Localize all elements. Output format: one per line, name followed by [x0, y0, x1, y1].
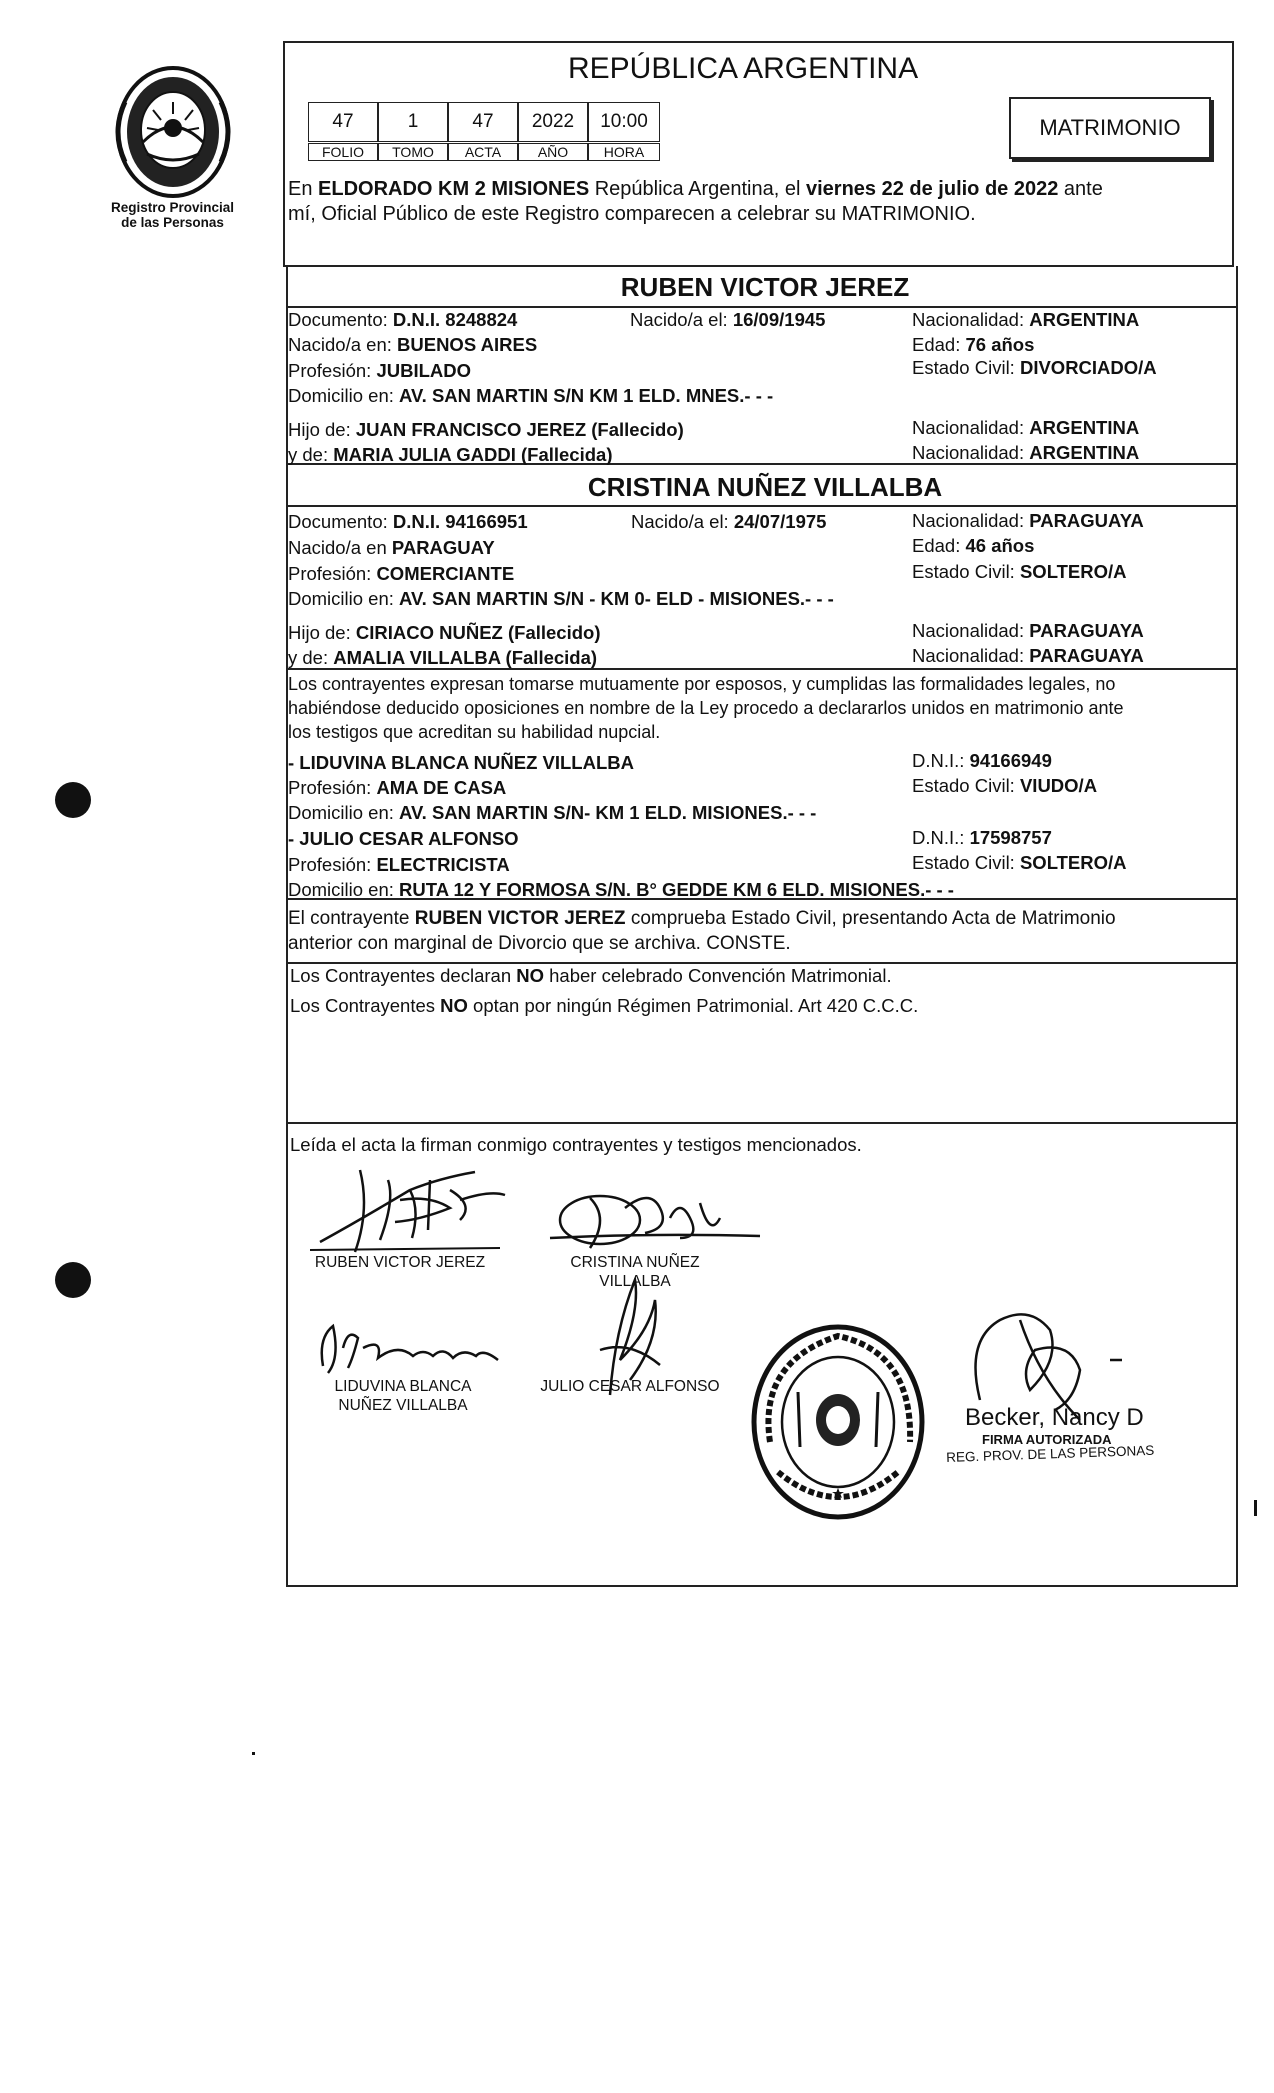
groom-civil-status: Estado Civil: DIVORCIADO/A — [912, 357, 1157, 378]
folio-label: FOLIO — [308, 143, 378, 161]
witness-2-name: - JULIO CESAR ALFONSO — [288, 828, 519, 849]
bride-mother: y de: AMALIA VILLALBA (Fallecida) — [288, 647, 598, 668]
witness-2-profession: Profesión: ELECTRICISTA — [288, 854, 510, 875]
frame-top — [283, 41, 1234, 43]
scan-mark-2 — [252, 1752, 255, 1755]
witness-1-name: - LIDUVINA BLANCA NUÑEZ VILLALBA — [288, 752, 634, 773]
groom-signature-caption: RUBEN VICTOR JEREZ — [314, 1254, 486, 1271]
witness-1-signature — [308, 1318, 508, 1378]
provincial-logo — [103, 62, 243, 202]
scan-mark — [1254, 1500, 1257, 1516]
bride-birthdate: Nacido/a el: 24/07/1975 — [631, 511, 827, 532]
bride-document: Documento: D.N.I. 94166951 — [288, 511, 528, 532]
divider-header — [283, 265, 1234, 267]
official-title: FIRMA AUTORIZADA — [982, 1432, 1112, 1447]
declaration-line-3: los testigos que acreditan su habilidad nupcial. — [288, 722, 661, 742]
witness-1-civil-status: Estado Civil: VIUDO/A — [912, 775, 1098, 796]
official-name: Becker, Nancy D — [965, 1404, 1144, 1431]
groom-mother: y de: MARIA JULIA GADDI (Fallecida) — [288, 444, 613, 465]
official-org: REG. PROV. DE LAS PERSONAS — [946, 1442, 1155, 1465]
intro-line-1: En ELDORADO KM 2 MISIONES República Argentina, el viernes 22 de julio de 2022 ante — [288, 178, 1103, 200]
bride-signature-caption-2: VILLALBA — [599, 1273, 671, 1290]
witness-2-dni: D.N.I.: 17598757 — [912, 827, 1052, 848]
bride-birthplace: Nacido/a en PARAGUAY — [288, 537, 495, 558]
intro-line-2: mí, Oficial Público de este Registro comparecen a celebrar su MATRIMONIO. — [288, 203, 976, 225]
civil-status-note-1: El contrayente RUBEN VICTOR JEREZ comprueba Estado Civil, presentando Acta de Matrimonio — [288, 908, 1116, 929]
act-type-box — [1009, 97, 1211, 159]
registry-stamp — [748, 1322, 928, 1522]
groom-profession: Profesión: JUBILADO — [288, 360, 471, 381]
tomo-value: 1 — [378, 102, 448, 142]
groom-mother-nationality: Nacionalidad: ARGENTINA — [912, 442, 1140, 463]
convention-note: Los Contrayentes declaran NO haber celebrado Convención Matrimonial. — [290, 965, 892, 986]
groom-age: Edad: 76 años — [912, 334, 1035, 355]
witness-1-profession: Profesión: AMA DE CASA — [288, 777, 507, 798]
year-value: 2022 — [518, 102, 588, 142]
declaration-line-1: Los contrayentes expresan tomarse mutuamente por esposos, y cumplidas las formalidades legales, no — [288, 674, 1116, 694]
bride-signature — [530, 1178, 770, 1258]
year-label: AÑO — [518, 143, 588, 161]
bride-signature-caption-1: CRISTINA NUÑEZ — [570, 1254, 700, 1271]
divider-groom-name — [286, 306, 1236, 308]
bride-civil-status: Estado Civil: SOLTERO/A — [912, 561, 1127, 582]
bride-father: Hijo de: CIRIACO NUÑEZ (Fallecido) — [288, 622, 601, 643]
witness-1-caption-2: NUÑEZ VILLALBA — [338, 1397, 468, 1414]
witness-2-caption: JULIO CESAR ALFONSO — [540, 1378, 720, 1395]
divider-civil-end — [286, 962, 1236, 964]
logo-caption-2: de las Personas — [121, 215, 224, 230]
witness-2-civil-status: Estado Civil: SOLTERO/A — [912, 852, 1127, 873]
bride-age: Edad: 46 años — [912, 535, 1035, 556]
logo-caption-1: Registro Provincial — [110, 200, 235, 215]
witness-1-address: Domicilio en: AV. SAN MARTIN S/N- KM 1 ELD. MISIONES.- - - — [288, 802, 817, 823]
divider-bride-name — [286, 505, 1236, 507]
groom-address: Domicilio en: AV. SAN MARTIN S/N KM 1 ELD. MNES.- - - — [288, 385, 774, 406]
folio-value: 47 — [308, 102, 378, 142]
signatures-intro: Leída el acta la firman conmigo contrayentes y testigos mencionados. — [290, 1134, 862, 1155]
groom-father-nationality: Nacionalidad: ARGENTINA — [912, 417, 1140, 438]
folio-table — [308, 102, 660, 162]
declaration-line-2: habiéndose deducido oposiciones en nombre de la Ley procedo a declararlos unidos en matrimonio ante — [288, 698, 1124, 718]
country-title: REPÚBLICA ARGENTINA — [568, 52, 919, 85]
witness-2-address: Domicilio en: RUTA 12 Y FORMOSA S/N. B° GEDDE KM 6 ELD. MISIONES.- - - — [288, 879, 954, 900]
groom-name: RUBEN VICTOR JEREZ — [620, 272, 910, 302]
frame-bottom — [286, 1585, 1238, 1587]
act-type: MATRIMONIO — [1039, 115, 1181, 140]
groom-document: Documento: D.N.I. 8248824 — [288, 309, 518, 330]
witness-1-caption-1: LIDUVINA BLANCA — [334, 1378, 472, 1395]
civil-status-note-2: anterior con marginal de Divorcio que se archiva. CONSTE. — [288, 933, 791, 954]
bride-mother-nationality: Nacionalidad: PARAGUAYA — [912, 645, 1144, 666]
groom-birthplace: Nacido/a en: BUENOS AIRES — [288, 334, 538, 355]
regime-note: Los Contrayentes NO optan por ningún Régimen Patrimonial. Art 420 C.C.C. — [290, 995, 919, 1016]
bride-address: Domicilio en: AV. SAN MARTIN S/N - KM 0- ELD - MISIONES.- - - — [288, 588, 834, 609]
hour-value: 10:00 — [588, 102, 660, 142]
bride-nationality: Nacionalidad: PARAGUAYA — [912, 510, 1144, 531]
divider-notes-end — [286, 1122, 1236, 1124]
bride-name: CRISTINA NUÑEZ VILLALBA — [587, 472, 943, 502]
witness-1-dni: D.N.I.: 94166949 — [912, 750, 1052, 771]
groom-nationality: Nacionalidad: ARGENTINA — [912, 309, 1140, 330]
frame-right-top — [1232, 41, 1234, 266]
frame-right — [1236, 266, 1238, 1586]
tomo-label: TOMO — [378, 143, 448, 161]
bride-profession: Profesión: COMERCIANTE — [288, 563, 515, 584]
hour-label: HORA — [588, 143, 660, 161]
punch-hole-top — [55, 782, 91, 818]
groom-signature — [300, 1160, 520, 1260]
frame-left-top — [283, 41, 285, 266]
acta-label: ACTA — [448, 143, 518, 161]
bride-father-nationality: Nacionalidad: PARAGUAYA — [912, 620, 1144, 641]
acta-value: 47 — [448, 102, 518, 142]
groom-father: Hijo de: JUAN FRANCISCO JEREZ (Fallecido) — [288, 419, 684, 440]
punch-hole-bottom — [55, 1262, 91, 1298]
groom-birthdate: Nacido/a el: 16/09/1945 — [630, 309, 826, 330]
